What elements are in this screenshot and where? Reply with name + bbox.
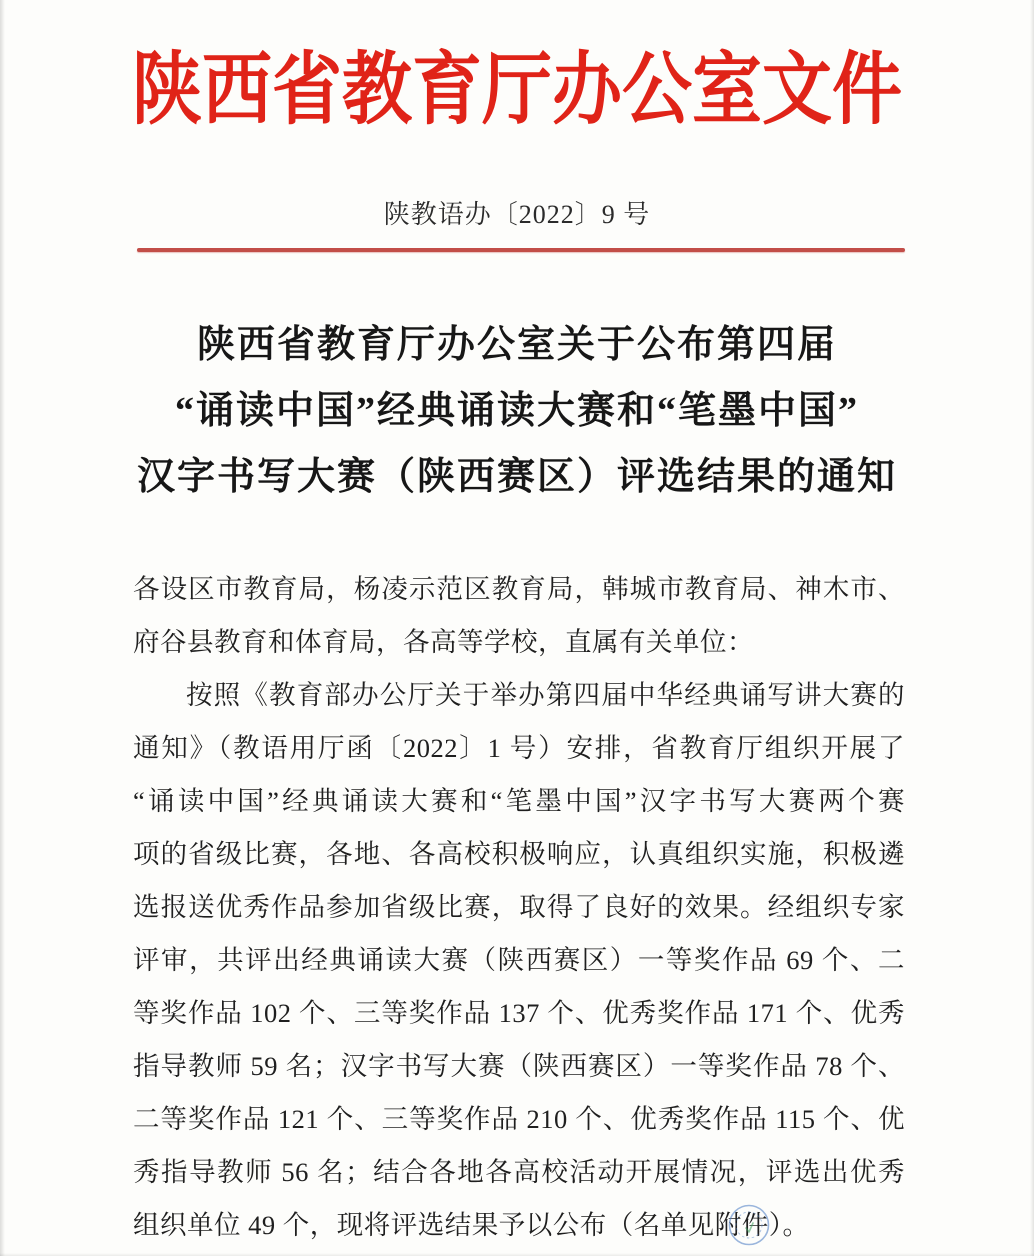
body-line: 选报送优秀作品参加省级比赛，取得了良好的效果。经组织专家 (133, 892, 905, 922)
document-title (0, 312, 1034, 510)
body-line: 秀指导教师 56 名；结合各地各高校活动开展情况，评选出优秀 (133, 1157, 905, 1187)
body-line: 组织单位 49 个，现将评选结果予以公布（名单见附件）。 (133, 1210, 810, 1240)
red-divider-line (137, 248, 905, 252)
body-line: 按照《教育部办公厅关于举办第四届中华经典诵写讲大赛的 (186, 680, 905, 710)
body-line: 各设区市教育局，杨凌示范区教育局，韩城市教育局、神木市、 (133, 574, 905, 604)
body-line: 府谷县教育和体育局，各高等学校，直属有关单位： (133, 627, 754, 657)
document-body (133, 563, 905, 1252)
body-line: 指导教师 59 名；汉字书写大赛（陕西赛区）一等奖作品 78 个、 (133, 1051, 905, 1081)
body-line: 通知》（教语用厅函〔2022〕1 号）安排，省教育厅组织开展了 (133, 733, 905, 763)
scan-edge-left (0, 0, 5, 1256)
document-title-line: “诵读中国”经典诵读大赛和“笔墨中国” (174, 390, 859, 432)
body-line: 项的省级比赛，各地、各高校积极响应，认真组织实施，积极遴 (133, 839, 905, 869)
document-title-line: 汉字书写大赛（陕西赛区）评选结果的通知 (136, 456, 897, 498)
scan-edge-right (1030, 0, 1034, 1256)
letterhead-title: 陕西省教育厅办公室文件 (132, 47, 902, 135)
body-line: 二等奖作品 121 个、三等奖作品 210 个、优秀奖作品 115 个、优 (133, 1104, 905, 1134)
body-line: 等奖作品 102 个、三等奖作品 137 个、优秀奖作品 171 个、优秀 (133, 998, 905, 1028)
document-title-line: 陕西省教育厅办公室关于公布第四届 (196, 324, 837, 366)
document-number: 陕教语办〔2022〕9 号 (383, 200, 651, 229)
body-line: “诵读中国”经典诵读大赛和“笔墨中国”汉字书写大赛两个赛 (133, 786, 905, 816)
body-line: 评审，共评出经典诵读大赛（陕西赛区）一等奖作品 69 个、二 (133, 945, 905, 975)
